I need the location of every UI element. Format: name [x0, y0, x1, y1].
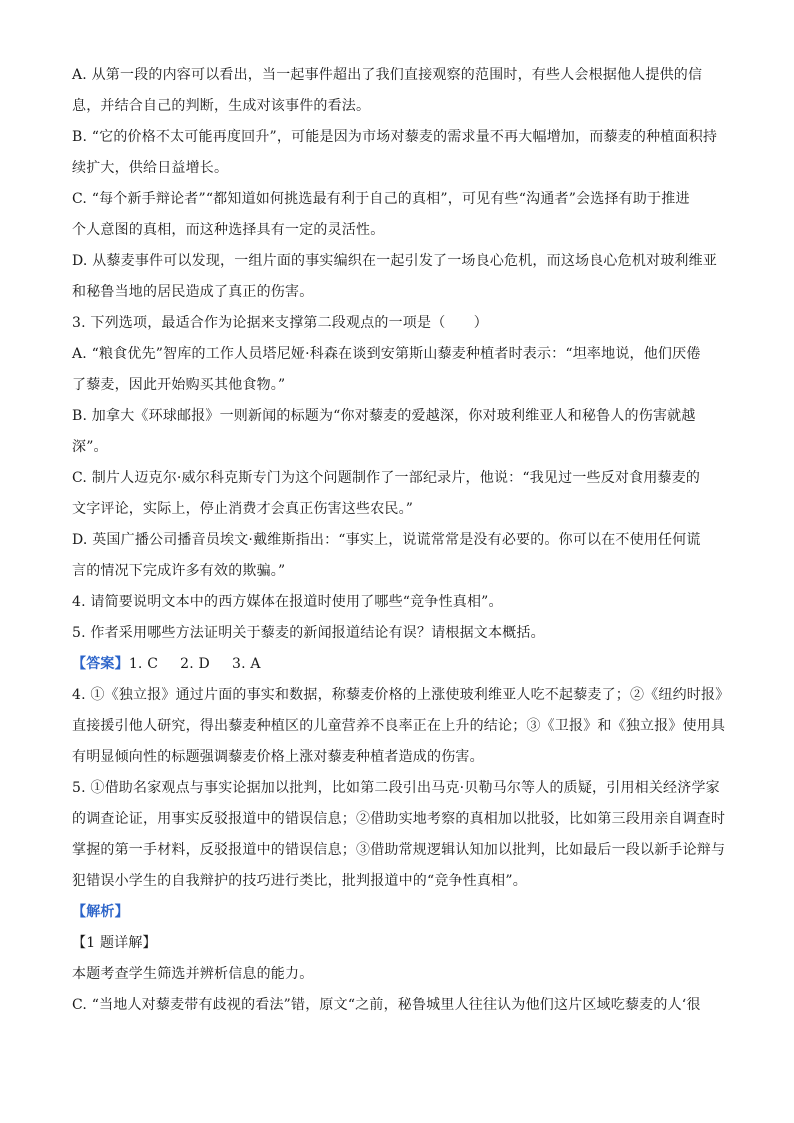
- text-line: 4. ①《独立报》通过片面的事实和数据，称藜麦价格的上涨使玻利维亚人吃不起藜麦了；②《纽约时报》: [72, 687, 730, 703]
- text-line: 深”。: [72, 439, 108, 455]
- answer-item: 1. C: [128, 656, 159, 672]
- answer-item: 2. D: [180, 656, 210, 672]
- text-line: 了藜麦，因此开始购买其他食物。”: [72, 377, 286, 393]
- text-line: D. 英国广播公司播音员埃文·戴维斯指出：“事实上，说谎常常是没有必要的。你可以在不使用任何谎: [72, 532, 701, 548]
- text-line: 犯错误小学生的自我辩护的技巧进行类比，批判报道中的“竞争性真相”。: [72, 873, 527, 889]
- question-5: 5. 作者采用哪些方法证明关于藜麦的新闻报道结论有误？请根据文本概括。: [72, 625, 545, 641]
- text-line: 直接援引他人研究，得出藜麦种植区的儿童营养不良率正在上升的结论；③《卫报》和《独立报》使用具: [72, 718, 726, 734]
- text-line: 和秘鲁当地的居民造成了真正的伤害。: [72, 284, 314, 300]
- text-line: 本题考查学生筛选并辨析信息的能力。: [72, 966, 314, 982]
- text-line: 续扩大，供给日益增长。: [72, 160, 229, 176]
- text-line: C. “每个新手辩论者”“都知道如何挑选最有利于自己的真相”，可见有些“沟通者”会选择有助于推进: [72, 191, 690, 207]
- document-page: [72, 60, 732, 1021]
- text-line: 言的情况下完成许多有效的欺骗。”: [72, 563, 286, 579]
- detail-heading: 【1 题详解】: [72, 935, 157, 951]
- text-line: 的调查论证，用事实反驳报道中的错误信息；②借助实地考察的真相加以批驳，比如第三段用亲自调查时: [72, 811, 726, 827]
- answer-item: 3. A: [231, 656, 261, 672]
- text-line: 息，并结合自己的判断，生成对该事件的看法。: [72, 98, 371, 114]
- text-line: C. “当地人对藜麦带有歧视的看法”错，原文“之前，秘鲁城里人往往认为他们这片区域吃藜麦的人‘很: [72, 997, 701, 1013]
- analysis-label: 【解析】: [72, 904, 129, 920]
- question-3: 3. 下列选项，最适合作为论据来支撑第二段观点的一项是（ ）: [72, 315, 489, 331]
- text-line: A. “粮食优先”智库的工作人员塔尼娅·科森在谈到安第斯山藜麦种植者时表示：“坦率地说，他们厌倦: [72, 346, 701, 362]
- text-line: C. 制片人迈克尔·威尔科克斯专门为这个问题制作了一部纪录片，他说：“我见过一些反对食用藜麦的: [72, 470, 701, 486]
- text-line: 个人意图的真相，而这种选择具有一定的灵活性。: [72, 222, 385, 238]
- text-line: B. 加拿大《环球邮报》一则新闻的标题为“你对藜麦的爱越深，你对玻利维亚人和秘鲁人的伤害就越: [72, 408, 696, 424]
- question-4: 4. 请简要说明文本中的西方媒体在报道时使用了哪些“竞争性真相”。: [72, 594, 503, 610]
- text-line: 5. ①借助名家观点与事实论据加以批判，比如第二段引出马克·贝勒马尔等人的质疑，引用相关经济学家: [72, 780, 720, 796]
- text-line: B. “它的价格不太可能再度回升”，可能是因为市场对藜麦的需求量不再大幅增加，而藜麦的种植面积持: [72, 129, 718, 145]
- analysis-heading: [72, 897, 732, 928]
- text-line: A. 从第一段的内容可以看出，当一起事件超出了我们直接观察的范围时，有些人会根据他人提供的信: [72, 67, 703, 83]
- answer-label: 【答案】: [72, 656, 129, 672]
- text-line: 有明显倾向性的标题强调藜麦价格上涨对藜麦种植者造成的伤害。: [72, 749, 484, 765]
- text-line: D. 从藜麦事件可以发现，一组片面的事实编织在一起引发了一场良心危机，而这场良心危机对玻利维亚: [72, 253, 718, 269]
- text-line: 掌握的第一手材料，反驳报道中的错误信息；③借助常规逻辑认知加以批判，比如最后一段以新手论辩与: [72, 842, 726, 858]
- answer-row: [72, 649, 732, 680]
- text-line: 文字评论，实际上，停止消费才会真正伤害这些农民。”: [72, 501, 414, 517]
